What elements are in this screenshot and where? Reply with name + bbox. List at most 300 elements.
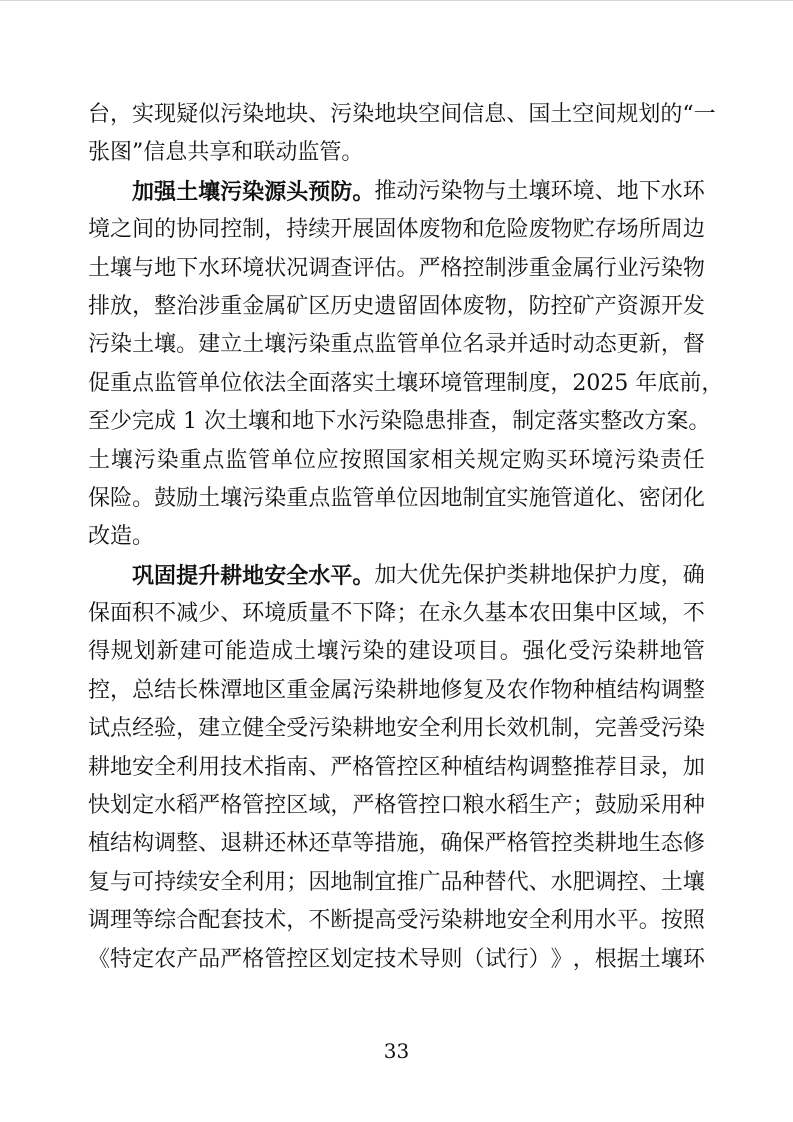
text-token: 区	[418, 754, 441, 780]
text-token: 能	[225, 639, 248, 665]
text-token: 荐	[594, 754, 617, 780]
text-token: 落	[556, 409, 579, 435]
text-token: 实	[506, 485, 529, 511]
text-token: 单	[271, 447, 294, 473]
text-token: ，	[264, 217, 287, 243]
text-token: 监	[297, 140, 320, 166]
text-token: 完	[132, 409, 155, 435]
text-token: 降	[374, 601, 397, 627]
text-token: 壤	[154, 332, 177, 358]
text-token: 技	[374, 946, 397, 972]
text-token: 相	[431, 447, 454, 473]
text-token: 全	[264, 716, 287, 742]
text-token: 护	[594, 562, 617, 588]
text-token: 位	[440, 332, 463, 358]
text-token: 项	[454, 639, 477, 665]
text-token: 验	[154, 716, 177, 742]
text-token: 整	[600, 409, 623, 435]
bold-lead-token: 升	[198, 562, 221, 589]
text-token: ；	[286, 869, 309, 895]
text-token: 境	[591, 447, 614, 473]
text-token: 留	[396, 293, 419, 319]
text-token: 重	[286, 485, 309, 511]
text-token: 水	[484, 793, 507, 819]
text-token: 排	[88, 293, 111, 319]
text-line	[88, 96, 716, 134]
text-line	[88, 710, 705, 748]
text-token: 物	[440, 217, 463, 243]
text-token: 综	[154, 908, 177, 934]
text-token: 场	[616, 217, 639, 243]
text-token: 推	[374, 178, 397, 204]
text-token: 管	[242, 793, 265, 819]
text-token: 土	[88, 447, 111, 473]
text-token: 中	[594, 601, 617, 627]
text-token: 家	[408, 447, 431, 473]
text-token: 所	[638, 217, 661, 243]
text-token: 购	[522, 447, 545, 473]
text-token: 全	[220, 869, 243, 895]
text-token: 采	[638, 793, 661, 819]
text-token: 息	[484, 102, 507, 127]
text-token: 类	[572, 831, 595, 857]
text-token: 用	[462, 716, 485, 742]
text-token: 规	[476, 447, 499, 473]
text-token: 林	[286, 831, 309, 857]
text-token: 调	[528, 754, 551, 780]
text-token: 基	[484, 601, 507, 627]
text-token: 利	[242, 869, 265, 895]
text-line	[88, 902, 705, 940]
text-token: 结	[484, 754, 507, 780]
text-token: 依	[242, 370, 265, 396]
text-token: 贮	[572, 217, 595, 243]
text-token: 至	[88, 409, 111, 435]
text-token: 地	[110, 754, 133, 780]
text-token: 土	[660, 869, 683, 895]
text-token: 、	[198, 831, 221, 857]
text-token: 张	[88, 140, 111, 166]
bold-lead-token: 安	[264, 562, 287, 589]
text-token: 。	[638, 908, 661, 934]
text-token: 染	[440, 178, 463, 204]
text-token: ，	[660, 754, 683, 780]
text-token: 整	[176, 831, 199, 857]
text-token: 品	[440, 869, 463, 895]
text-token: 染	[374, 677, 397, 703]
text-token: 任	[682, 447, 705, 473]
text-token: 位	[293, 447, 316, 473]
text-token: 定	[132, 946, 155, 972]
text-token: 。	[132, 485, 155, 511]
text-token: 水	[550, 869, 573, 895]
text-token: 金	[550, 255, 573, 281]
text-token: 目	[616, 754, 639, 780]
text-token: 及	[484, 677, 507, 703]
text-token: 调	[594, 869, 617, 895]
text-token: 管	[264, 946, 287, 972]
text-token: 久	[462, 601, 485, 627]
text-token: 。	[396, 255, 419, 281]
text-token: 划	[330, 946, 353, 972]
text-token: 涉	[506, 255, 529, 281]
text-token: 代	[506, 869, 529, 895]
text-token: 查	[330, 255, 353, 281]
text-token: 建	[198, 332, 221, 358]
text-token: 金	[308, 677, 331, 703]
text-token: 关	[454, 447, 477, 473]
text-token: 壤	[682, 869, 705, 895]
text-token: 整	[154, 293, 177, 319]
text-token: 疑	[176, 102, 199, 127]
text-token: 并	[506, 332, 529, 358]
text-token: 矿	[286, 293, 309, 319]
text-token: 地	[154, 255, 177, 281]
text-token: 管	[682, 639, 705, 665]
text-token: 植	[88, 831, 111, 857]
text-token: 规	[110, 639, 133, 665]
text-token: 染	[352, 102, 375, 127]
text-token: ，	[660, 601, 683, 627]
text-token: 定	[132, 793, 155, 819]
text-token: 技	[242, 908, 265, 934]
text-token: ；	[572, 793, 595, 819]
text-token: 污	[418, 908, 441, 934]
text-token: 构	[638, 677, 661, 703]
text-token: 地	[330, 869, 353, 895]
text-token: 农	[528, 601, 551, 627]
text-line	[88, 557, 705, 595]
text-token: 试	[484, 946, 507, 972]
text-token: 保	[462, 831, 485, 857]
text-token: 全	[286, 370, 309, 396]
text-token: 控	[462, 255, 485, 281]
text-line	[88, 211, 705, 249]
text-token: 水	[660, 178, 683, 204]
text-token: 不	[154, 601, 177, 627]
text-token: 可	[202, 639, 225, 665]
text-token: 配	[198, 908, 221, 934]
text-token: 耕	[88, 754, 111, 780]
text-token: 防	[528, 293, 551, 319]
text-token: 株	[198, 677, 221, 703]
text-token: 面	[110, 601, 133, 627]
text-token: 土	[132, 332, 155, 358]
bold-lead-token: 防	[330, 178, 353, 205]
text-token: 水	[336, 409, 359, 435]
text-token: 险	[110, 485, 133, 511]
text-token: 产	[176, 946, 199, 972]
text-token: 控	[264, 793, 287, 819]
text-token: 点	[352, 332, 375, 358]
text-token: 台	[88, 102, 111, 127]
text-token: 空	[418, 102, 441, 127]
text-token: 调	[88, 908, 111, 934]
text-token: 用	[198, 754, 221, 780]
text-line	[88, 749, 705, 787]
text-token: 染	[308, 332, 331, 358]
bold-lead-token: 强	[154, 178, 177, 205]
text-token: 严	[220, 946, 243, 972]
text-token: 境	[440, 370, 463, 396]
text-token: 成	[271, 639, 294, 665]
text-token: 区	[616, 601, 639, 627]
text-token: 据	[616, 946, 639, 972]
text-token: 《	[88, 946, 111, 972]
text-token: 管	[462, 370, 485, 396]
bold-lead-token: 头	[286, 178, 309, 205]
text-token: 保	[88, 601, 111, 627]
text-token: 土	[638, 946, 661, 972]
text-token: 整	[550, 754, 573, 780]
text-token: 稻	[506, 793, 529, 819]
text-token: 壤	[264, 332, 287, 358]
text-token: 土	[88, 255, 111, 281]
text-token: 励	[616, 793, 639, 819]
text-token: 染	[637, 447, 660, 473]
text-token: 前	[679, 370, 702, 396]
text-token: 录	[484, 332, 507, 358]
text-token: 立	[220, 716, 243, 742]
text-token: 染	[682, 716, 705, 742]
text-token: 的	[154, 217, 177, 243]
text-token: 和	[231, 140, 254, 166]
text-token: 管	[319, 140, 342, 166]
text-token: 管	[352, 485, 375, 511]
text-line	[88, 480, 705, 518]
text-token: 空	[572, 102, 595, 127]
text-token: 固	[374, 217, 397, 243]
text-token: 污	[418, 178, 441, 204]
text-token: 等	[132, 908, 155, 934]
text-token: 按	[339, 447, 362, 473]
text-token: 边	[682, 217, 705, 243]
text-token: 污	[88, 332, 111, 358]
text-token: 稻	[176, 793, 199, 819]
text-token: 开	[330, 217, 353, 243]
text-token: 时	[550, 332, 573, 358]
text-token: 试	[88, 716, 111, 742]
text-token: 壤	[396, 370, 419, 396]
text-token: 享	[209, 140, 232, 166]
text-token: 制	[550, 716, 573, 742]
text-token: 退	[220, 831, 243, 857]
text-token: 划	[638, 102, 661, 127]
text-token: 全	[154, 754, 177, 780]
text-token: 环	[682, 946, 705, 972]
text-token: 改	[622, 409, 645, 435]
text-token: 机	[528, 716, 551, 742]
text-token: 水	[154, 793, 177, 819]
text-token: 物	[484, 293, 507, 319]
text-token: 定	[534, 409, 557, 435]
text-token: 与	[110, 869, 133, 895]
text-token: 点	[110, 716, 133, 742]
text-token: 染	[330, 716, 353, 742]
text-token: 区	[286, 793, 309, 819]
text-token: 格	[440, 255, 463, 281]
text-token: 制	[506, 370, 529, 396]
text-token: 持	[286, 217, 309, 243]
text-token: 污	[358, 409, 381, 435]
text-token: 壤	[248, 409, 271, 435]
text-token: 域	[308, 793, 331, 819]
text-token: 保	[462, 562, 485, 588]
text-token: 结	[154, 677, 177, 703]
text-token: 遗	[374, 293, 397, 319]
text-token: 不	[330, 601, 353, 627]
text-token: 耕	[594, 831, 617, 857]
text-token: 和	[270, 409, 293, 435]
text-token: 土	[242, 332, 265, 358]
text-token: 实	[578, 409, 601, 435]
text-token: 重	[110, 370, 133, 396]
text-token: 闭	[660, 485, 683, 511]
text-token: 区	[308, 293, 331, 319]
text-token: 买	[545, 447, 568, 473]
text-token: 种	[682, 793, 705, 819]
text-token: 环	[242, 601, 265, 627]
text-token: 图	[110, 140, 133, 166]
text-token: 术	[264, 908, 287, 934]
text-token: 污	[339, 639, 362, 665]
text-token: 和	[462, 217, 485, 243]
text-token: 、	[220, 601, 243, 627]
text-token: 控	[550, 293, 573, 319]
text-token: 、	[616, 485, 639, 511]
paragraph-indent	[88, 191, 132, 192]
text-token: 确	[682, 562, 705, 588]
text-token: 2025	[572, 370, 636, 396]
text-token: 行	[506, 946, 529, 972]
text-token: 。	[132, 524, 155, 550]
text-line	[88, 518, 705, 556]
text-token: 壤	[110, 447, 133, 473]
text-token: 。	[176, 332, 199, 358]
bold-lead-token: 。	[352, 178, 375, 205]
text-token: 耕	[528, 562, 551, 588]
text-token: 措	[374, 831, 397, 857]
text-line	[88, 403, 711, 441]
text-token: ，	[506, 293, 529, 319]
text-token: 地	[659, 639, 682, 665]
text-token: 土	[506, 178, 529, 204]
text-token: 查	[468, 409, 491, 435]
text-token: 单	[198, 370, 221, 396]
text-token: 划	[133, 639, 156, 665]
text-token: 全	[418, 716, 441, 742]
text-token: 修	[440, 677, 463, 703]
text-token: 还	[264, 831, 287, 857]
text-token: 格	[220, 793, 243, 819]
text-token: 的	[660, 102, 683, 127]
text-token: 安	[198, 869, 221, 895]
text-token: 用	[264, 869, 287, 895]
text-token: 保	[88, 485, 111, 511]
text-token: 结	[110, 831, 133, 857]
text-line	[88, 326, 705, 364]
text-token: 种	[440, 754, 463, 780]
text-token: 涉	[198, 293, 221, 319]
text-token: 励	[176, 485, 199, 511]
text-token: 壤	[528, 178, 551, 204]
text-token: 单	[418, 332, 441, 358]
text-token: 替	[484, 869, 507, 895]
text-token: 水	[594, 908, 617, 934]
text-token: 道	[572, 485, 595, 511]
text-token: 地	[374, 102, 397, 127]
text-token: 得	[88, 639, 111, 665]
text-token: 地	[418, 677, 441, 703]
text-token: 强	[522, 639, 545, 665]
text-token: 。	[341, 140, 364, 166]
text-token: 点	[308, 485, 331, 511]
text-token: 态	[594, 332, 617, 358]
text-token: 污	[242, 485, 265, 511]
text-token: 完	[594, 716, 617, 742]
text-token: 理	[484, 370, 507, 396]
text-token: 一	[693, 102, 716, 127]
text-token: 环	[682, 178, 705, 204]
text-token: 间	[594, 102, 617, 127]
text-token: 作	[528, 677, 551, 703]
text-token: 之	[110, 217, 133, 243]
text-token: 续	[176, 869, 199, 895]
bold-lead-token: 。	[352, 562, 375, 589]
text-token: 应	[316, 447, 339, 473]
text-token: 划	[110, 793, 133, 819]
text-token: 推	[396, 869, 419, 895]
text-token: 危	[484, 217, 507, 243]
text-token: 立	[220, 332, 243, 358]
text-token: 定	[499, 447, 522, 473]
text-token: 高	[374, 908, 397, 934]
text-token: 严	[484, 831, 507, 857]
text-token: 块	[396, 102, 419, 127]
text-token: 少	[198, 601, 221, 627]
text-token: 减	[176, 601, 199, 627]
text-token: 调	[154, 831, 177, 857]
text-token: 受	[286, 716, 309, 742]
text-token: 》	[550, 946, 573, 972]
text-token: 污	[220, 102, 243, 127]
text-token: 案	[666, 409, 689, 435]
text-token: 动	[275, 140, 298, 166]
text-token: 格	[374, 793, 397, 819]
text-token: 落	[330, 370, 353, 396]
text-token: ，	[490, 409, 513, 435]
text-token: 设	[431, 639, 454, 665]
text-token: 、	[594, 178, 617, 204]
text-token: 严	[352, 793, 375, 819]
text-token: 地	[616, 831, 639, 857]
text-token: 管	[248, 447, 271, 473]
bold-lead-token: 土	[176, 178, 199, 205]
text-token: 土	[550, 102, 573, 127]
text-token: 产	[594, 293, 617, 319]
text-token: 区	[308, 946, 331, 972]
text-token: 业	[616, 255, 639, 281]
text-token: 效	[506, 716, 529, 742]
text-token: ，	[550, 370, 573, 396]
text-token: 地	[242, 677, 265, 703]
text-token: 控	[220, 217, 243, 243]
text-token: 可	[132, 869, 155, 895]
text-token: 、	[308, 754, 331, 780]
text-token: 土	[226, 409, 249, 435]
text-token: 经	[132, 716, 155, 742]
text-token: 染	[660, 255, 683, 281]
